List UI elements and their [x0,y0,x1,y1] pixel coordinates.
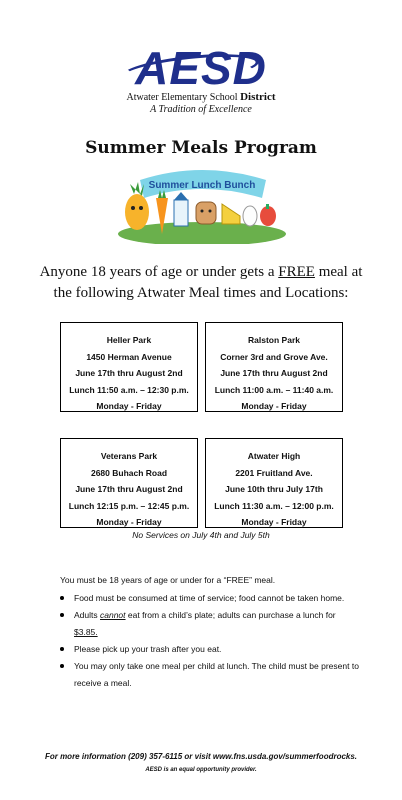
rule-emphasis: cannot [100,610,126,620]
eligibility-line-2: the following Atwater Meal times and Locations: [53,285,349,301]
location-card-veterans-park [60,438,198,528]
rule-text: eat from a child’s plate; adults can purchase a lunch for [125,610,336,620]
equal-opportunity-statement: AESD is an equal opportunity provider. [145,767,257,773]
location-card-heller-park [60,322,198,412]
banner-text: Summer Lunch Bunch [148,180,256,191]
location-name: Atwater High [247,451,301,461]
eligibility-text-a: Anyone 18 years of age or under gets a [39,264,279,280]
location-days: Monday - Friday [96,401,162,411]
eligibility-line-1 [0,262,402,283]
rules-intro: You must be 18 years of age or under for a “FREE” meal. [60,575,276,585]
location-card-ralston-park [205,322,343,412]
eligibility-statement [0,262,402,304]
location-dates: June 17th thru August 2nd [75,368,183,378]
bread-character [196,202,216,224]
location-lunch-time: Lunch 11:50 a.m. – 12:30 p.m. [69,384,189,395]
location-name: Heller Park [106,335,152,345]
location-address: 2201 Fruitland Ave. [235,467,313,478]
rule-item: You may only take one meal per child at lunch. The child must be present to receive a meal. [60,658,360,692]
program-title: Summer Meals Program [85,138,317,158]
location-card-atwater-high [205,438,343,528]
location-dates: June 17th thru August 2nd [220,368,328,378]
egg-character [243,206,257,226]
location-days: Monday - Friday [96,517,162,527]
location-lunch-time: Lunch 12:15 p.m. – 12:45 p.m. [68,500,190,511]
lunch-bunch-illustration [116,164,288,244]
no-services-note: No Services on July 4th and July 5th [132,530,270,540]
location-address: Corner 3rd and Grove Ave. [220,351,328,362]
location-dates: June 17th thru August 2nd [75,484,183,494]
eligibility-text-b: meal at [314,264,363,280]
rules-list [60,590,360,692]
district-name-prefix: Atwater Elementary School [126,92,238,103]
district-logo [0,42,402,115]
location-name: Veterans Park [100,451,158,461]
location-days: Monday - Friday [241,517,307,527]
location-days: Monday - Friday [241,401,307,411]
location-dates: June 10th thru July 17th [225,484,323,494]
location-name: Ralston Park [248,335,300,345]
location-lunch-time: Lunch 11:30 a.m. – 12:00 p.m. [214,500,334,511]
contact-info: For more information (209) 357-6115 or visit www.fns.usda.gov/summerfoodrocks. [44,752,358,761]
adult-lunch-price: $3.85. [74,627,98,637]
district-name-suffix: District [240,91,276,103]
district-tagline: A Tradition of Excellence [150,104,252,115]
logo-mark [135,42,267,94]
meal-rules [60,572,360,692]
rule-item: Food must be consumed at time of service; food cannot be taken home. [60,590,360,607]
location-lunch-time: Lunch 11:00 a.m. – 11:40 a.m. [214,384,334,395]
rule-item [60,607,360,641]
logo-text: AESD [135,42,267,94]
rule-text: Adults [74,610,100,620]
location-address: 2680 Buhach Road [90,467,168,478]
location-address: 1450 Herman Avenue [86,351,172,362]
free-emphasis: FREE [278,264,315,280]
rule-item: Please pick up your trash after you eat. [60,641,360,658]
